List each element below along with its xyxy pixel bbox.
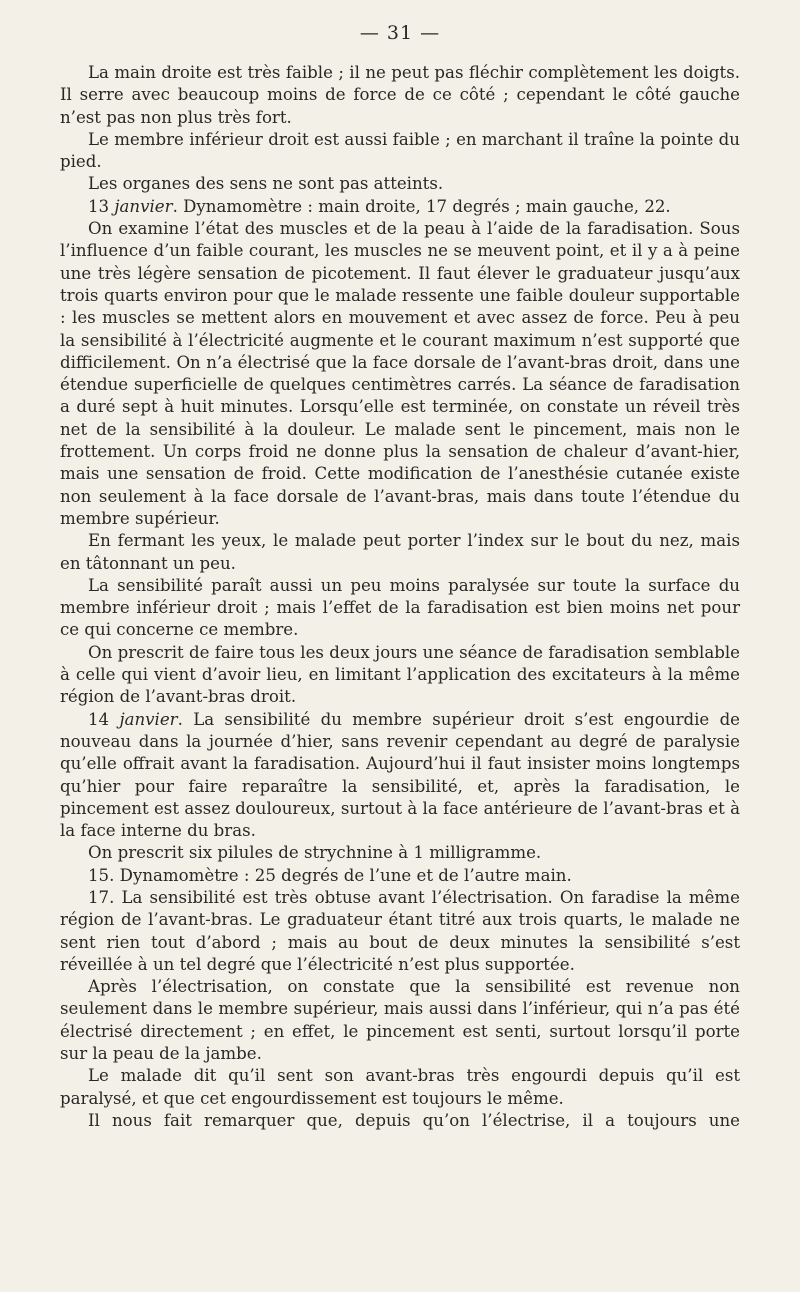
date-number: 13: [88, 196, 115, 216]
paragraph: [60, 865, 740, 887]
paragraph: [60, 218, 740, 530]
paragraph: [60, 842, 740, 864]
date-month: janvier: [119, 709, 178, 729]
paragraph: [60, 976, 740, 1065]
paragraph: [60, 1110, 740, 1132]
date-month: janvier: [114, 196, 173, 216]
paragraph: [60, 575, 740, 642]
paragraph: [60, 530, 740, 575]
paragraph-text: On prescrit six pilules de strychnine à 1 milligramme.: [88, 843, 542, 863]
paragraph-text: On prescrit de faire tous les deux jours une séance de faradisation semblable à celle qui vient d’avoir lieu, en limitant l’application des excitateurs à la même région de l’avant-bras droit.: [60, 642, 740, 707]
paragraph-text: Dynamomètre : main droite, 17 degrés ; main gauche, 22.: [177, 196, 671, 216]
paragraph: 14 janvier. La sensibilité du membre supérieur droit s’est engourdie de nouveau dans la journée d’hier, sans revenir cependant au degré de paralysie qu’elle offrait avant la faradisation. Aujourd’hui il faut insister moins longtemps qu’hier pour faire reparaître la sensibilité, et, après la faradisation, le pincement est assez douloureux, surtout à la face antérieure de l’avant-bras et à la face interne du bras.: [60, 709, 741, 841]
paragraph-text: La sensibilité paraît aussi un peu moins paralysée sur toute la surface du membre inférieur droit ; mais l’effet de la faradisation est bien moins net pour ce qui concerne ce membre.: [60, 575, 740, 640]
paragraph-text: Le membre inférieur droit est aussi faible ; en marchant il traîne la pointe du pied.: [60, 129, 740, 172]
paragraph-text: 15. Dynamomètre : 25 degrés de l’une et de l’autre main.: [88, 865, 572, 885]
paragraph-text: 17. La sensibilité est très obtuse avant l’électrisation. On faradise la même région de l’avant-bras. Le graduateur étant titré aux trois quarts, le malade ne sent rien tout d’abord ; mais au bout de deux minutes la sensibilité s’est réveillée à un tel degré que l’électricité n’est plus supportée.: [60, 887, 740, 974]
paragraph-text: Les organes des sens ne sont pas atteints.: [88, 174, 444, 194]
paragraph: [60, 642, 740, 709]
page-number: — 31 —: [359, 22, 441, 44]
paragraph: [60, 173, 740, 195]
paragraph: 13 janvier. Dynamomètre : main droite, 17 degrés ; main gauche, 22.: [88, 196, 671, 216]
paragraph: [60, 1065, 740, 1110]
paragraph: [60, 887, 740, 976]
paragraph: [60, 129, 740, 174]
paragraph-text: En fermant les yeux, le malade peut porter l’index sur le bout du nez, mais en tâtonnant un peu.: [60, 531, 740, 573]
paragraph-text: Le malade dit qu’il sent son avant-bras très engourdi depuis qu’il est paralysé, et que cet engourdissement est toujours le même.: [60, 1066, 740, 1108]
paragraph-text: On examine l’état des muscles et de la peau à l’aide de la faradisation. Sous l’influence d’un faible courant, les muscles ne se meuvent point, et il y a à peine une très légère sensation de picotement. Il faut élever le graduateur jusqu’aux trois quarts environ pour que le malade ressente une faible douleur supportable : les muscles se mettent alors en mouvement et avec assez de force. Peu à peu la sensibilité à l’électricité augmente et le courant maximum n’est supporté que difficilement. On n’a électrisé que la face dorsale de l’avant-bras droit, dans une étendue superficielle de quelques centimètres carrés. La séance de faradisation a duré sept à huit minutes. Lorsqu’elle est terminée, on constate un réveil très net de la sensibilité à la douleur. Le malade sent le pincement, mais non le frottement. Un corps froid ne donne plus la sensation de chaleur d’avant-hier, mais une sensation de froid. Cette modification de l’anesthésie cutanée existe non seulement à la face dorsale de l’avant-bras, mais dans toute l’étendue du membre supérieur.: [60, 219, 740, 528]
body-text: [60, 62, 740, 1132]
paragraph: [60, 62, 740, 129]
date-number: 14: [88, 709, 120, 729]
paragraph-text: La sensibilité du membre supérieur droit s’est engourdie de nouveau dans la journée d’hier, sans revenir cependant au degré de paralysie qu’elle offrait avant la faradisation. Aujourd’hui il faut insister moins longtemps qu’hier pour faire reparaître la sensibilité, et, après la faradisation, le pincement est assez douloureux, surtout à la face antérieure de l’avant-bras et à la face interne du bras.: [60, 709, 741, 841]
paragraph-text: La main droite est très faible ; il ne peut pas fléchir complètement les doigts. Il serre avec beaucoup moins de force de ce côté ; cependant le côté gauche n’est pas non plus très fort.: [60, 63, 740, 127]
paragraph-text: Après l’électrisation, on constate que la sensibilité est revenue non seulement dans le membre supérieur, mais aussi dans l’inférieur, qui n’a pas été électrisé directement ; en effet, le pincement est senti, surtout lorsqu’il porte sur la peau de la jambe.: [60, 977, 740, 1064]
paragraph-text: Il nous fait remarquer que, depuis qu’on l’électrise, il a toujours une: [88, 1110, 740, 1130]
